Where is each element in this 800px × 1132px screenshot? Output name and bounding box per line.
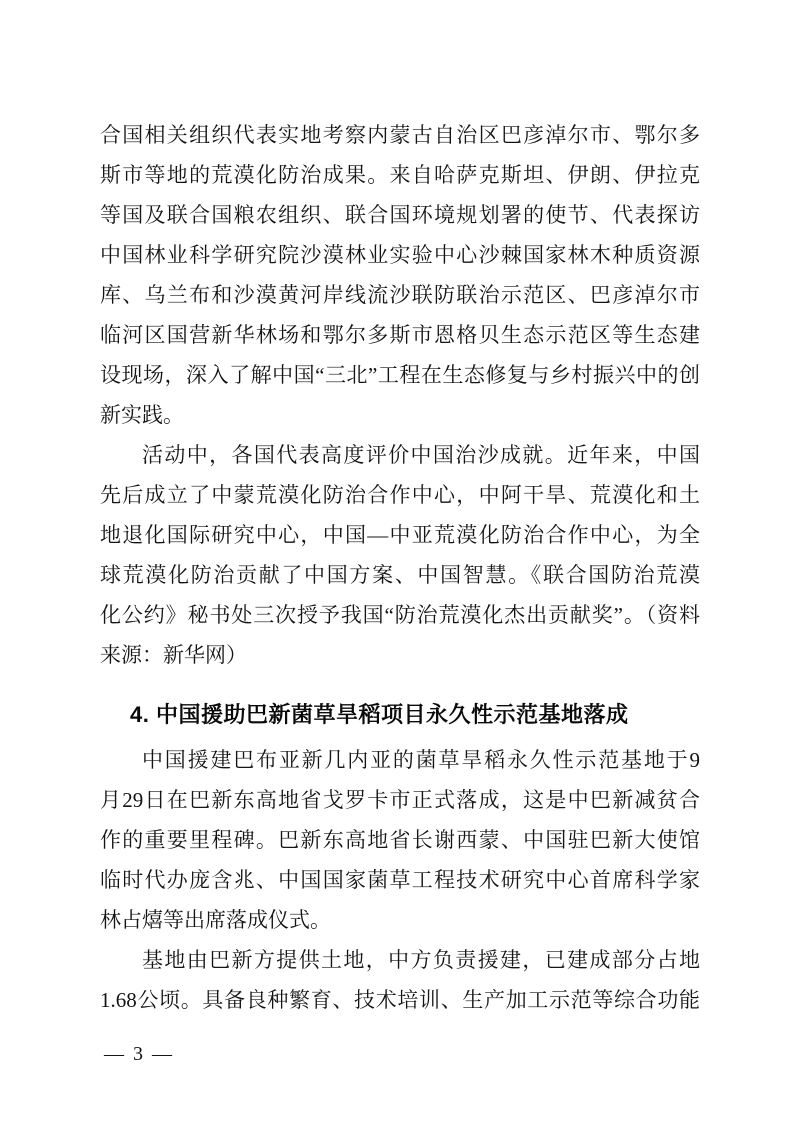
document-body [100,115,700,1020]
text-line: 1.68公顷。具备良种繁育、技术培训、生产加工示范等综合功能 [100,988,700,1012]
paragraph [100,435,700,675]
text-line: 临河区国营新华林场和鄂尔多斯市恩格贝生态示范区等生态建 [100,323,700,347]
text-line: 作的重要里程碑。巴新东高地省长谢西蒙、中国驻巴新大使馆 [100,828,700,852]
page-footer [104,1040,174,1068]
paragraph [100,940,700,1020]
text-line: 球荒漠化防治贡献了中国方案、中国智慧。《联合国防治荒漠 [100,563,700,587]
text-line: 库、乌兰布和沙漠黄河岸线流沙联防联治示范区、巴彦淖尔市 [100,283,700,307]
text-line: 活动中，各国代表高度评价中国治沙成就。近年来，中国 [142,443,700,467]
text-line: 月29日在巴新东高地省戈罗卡市正式落成，这是中巴新减贫合 [100,788,700,812]
paragraph [100,740,700,940]
page-number: — 3 — [104,1043,174,1065]
text-line: 来源：新华网） [100,643,247,667]
text-line: 化公约》秘书处三次授予我国“防治荒漠化杰出贡献奖”。（资料 [100,603,700,627]
text-line: 临时代办庞含兆、中国国家菌草工程技术研究中心首席科学家 [100,868,700,892]
text-line: 基地由巴新方提供土地，中方负责援建，已建成部分占地 [142,948,700,972]
text-line: 中国援建巴布亚新几内亚的菌草旱稻永久性示范基地于9 [142,748,700,772]
text-line: 中国林业科学研究院沙漠林业实验中心沙棘国家林木种质资源 [100,243,700,267]
text-line: 林占熺等出席落成仪式。 [100,908,331,932]
text-line: 合国相关组织代表实地考察内蒙古自治区巴彦淖尔市、鄂尔多 [100,123,700,147]
text-line: 斯市等地的荒漠化防治成果。来自哈萨克斯坦、伊朗、伊拉克 [100,163,700,187]
text-line: 设现场，深入了解中国“三北”工程在生态修复与乡村振兴中的创 [100,363,700,387]
paragraph [100,115,700,435]
text-line: 等国及联合国粮农组织、联合国环境规划署的使节、代表探访 [100,203,700,227]
text-line: 先后成立了中蒙荒漠化防治合作中心，中阿干旱、荒漠化和土 [100,483,700,507]
section-heading: 4. 中国援助巴新菌草旱稻项目永久性示范基地落成 [130,702,629,727]
text-line: 地退化国际研究中心，中国—中亚荒漠化防治合作中心，为全 [100,523,700,547]
text-line: 新实践。 [100,403,184,427]
